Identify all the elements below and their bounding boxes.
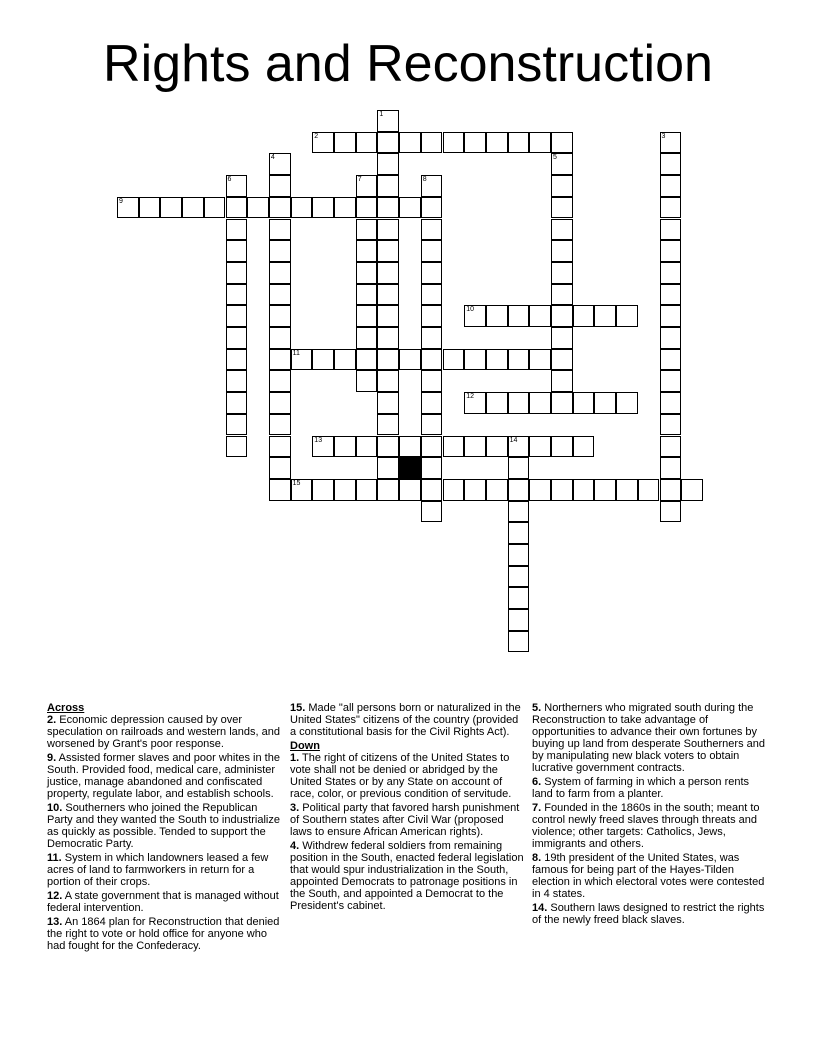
grid-cell[interactable] — [226, 219, 248, 241]
grid-cell[interactable] — [269, 197, 291, 219]
grid-cell[interactable] — [226, 370, 248, 392]
grid-cell[interactable] — [377, 219, 399, 241]
grid-cell[interactable] — [508, 392, 530, 414]
grid-cell[interactable] — [421, 501, 443, 523]
grid-cell[interactable] — [226, 392, 248, 414]
grid-cell[interactable] — [421, 219, 443, 241]
grid-cell[interactable] — [421, 197, 443, 219]
grid-cell[interactable] — [377, 153, 399, 175]
clue-item — [47, 802, 285, 850]
grid-cell[interactable] — [660, 370, 682, 392]
grid-cell[interactable] — [660, 153, 682, 175]
clue-number: 12 — [466, 393, 474, 401]
grid-cell[interactable] — [464, 305, 486, 327]
grid-cell[interactable] — [377, 284, 399, 306]
clue-item — [532, 852, 768, 900]
grid-cell[interactable] — [660, 327, 682, 349]
clue-number: 13 — [314, 436, 323, 444]
clue-text: Northerners who migrated south during the Reconstruction to take advantage of opportunities to advance their own fortunes by buying up land from desperate Southerners and by manipulating new black voters to obtain lucrative government contracts. — [532, 702, 765, 774]
grid-cell[interactable] — [594, 479, 616, 501]
grid-cell[interactable] — [443, 349, 465, 371]
clue-number-label: 3. — [290, 802, 300, 814]
grid-cell[interactable] — [356, 262, 378, 284]
grid-cell[interactable] — [377, 436, 399, 458]
grid-cell[interactable] — [226, 414, 248, 436]
grid-cell[interactable] — [334, 479, 356, 501]
page-title: Rights and Reconstruction — [103, 35, 713, 93]
grid-cell[interactable] — [529, 392, 551, 414]
grid-cell[interactable] — [551, 240, 573, 262]
clue-text: 19th president of the United States, was famous for being part of the Hayes-Tilden election in which electoral votes were contested in 4 states. — [532, 852, 765, 900]
grid-cell[interactable] — [291, 197, 313, 219]
grid-cell[interactable] — [551, 349, 573, 371]
grid-cell[interactable] — [377, 262, 399, 284]
clue-item — [532, 802, 768, 850]
clue-number-label: 1. — [290, 752, 300, 764]
clue-number-label: 6. — [532, 776, 542, 788]
grid-cell[interactable] — [421, 132, 443, 154]
grid-cell[interactable] — [551, 327, 573, 349]
grid-cell[interactable] — [356, 479, 378, 501]
grid-cell[interactable] — [594, 392, 616, 414]
grid-cell[interactable] — [573, 436, 595, 458]
grid-cell[interactable] — [312, 479, 334, 501]
grid-cell[interactable] — [356, 197, 378, 219]
grid-cell[interactable] — [399, 349, 421, 371]
grid-cell[interactable] — [226, 197, 248, 219]
clue-item — [532, 902, 768, 926]
grid-cell[interactable] — [660, 175, 682, 197]
clue-number: 10 — [466, 306, 474, 314]
grid-cell[interactable] — [421, 262, 443, 284]
grid-cell[interactable] — [377, 327, 399, 349]
clue-number: 2 — [314, 132, 319, 140]
clue-number: 6 — [227, 176, 232, 184]
grid-cell[interactable] — [421, 479, 443, 501]
grid-cell[interactable] — [269, 175, 291, 197]
grid-cell[interactable] — [508, 609, 530, 631]
grid-cell[interactable] — [269, 219, 291, 241]
grid-cell[interactable] — [377, 392, 399, 414]
grid-cell[interactable] — [660, 457, 682, 479]
clue-text: An 1864 plan for Reconstruction that denied the right to vote or hold office for anyone who had fought for the Confederacy. — [47, 916, 280, 952]
grid-cell[interactable] — [226, 284, 248, 306]
grid-cell[interactable] — [508, 501, 530, 523]
clue-section-heading: Across — [47, 702, 85, 714]
grid-cell[interactable] — [464, 392, 486, 414]
clue-text: Assisted former slaves and poor whites in the South. Provided food, medical care, administer justice, manage abandoned and confiscated property, regulate labor, and establish schools. — [47, 752, 280, 800]
clue-number-label: 12. — [47, 890, 63, 902]
clue-item — [47, 752, 285, 800]
clue-item — [47, 916, 285, 952]
grid-cell[interactable] — [660, 284, 682, 306]
clue-number-label: 7. — [532, 802, 542, 814]
grid-cell[interactable] — [377, 305, 399, 327]
clue-item — [47, 890, 285, 914]
grid-cell[interactable] — [399, 132, 421, 154]
clue-text: Economic depression caused by over speculation on railroads and western lands, and worsened by Grant's poor response. — [47, 714, 280, 750]
clue-number-label: 4. — [290, 840, 300, 852]
grid-cell[interactable] — [312, 132, 334, 154]
grid-cell[interactable] — [616, 479, 638, 501]
grid-cell[interactable] — [616, 392, 638, 414]
grid-cell[interactable] — [269, 153, 291, 175]
grid-cell[interactable] — [421, 436, 443, 458]
grid-cell[interactable] — [312, 436, 334, 458]
grid-cell[interactable] — [399, 197, 421, 219]
grid-cell[interactable] — [269, 479, 291, 501]
grid-cell[interactable] — [660, 501, 682, 523]
clue-text: System in which landowners leased a few acres of land to farmworkers in return for a portion of their crops. — [47, 852, 269, 888]
grid-cell[interactable] — [508, 631, 530, 653]
grid-cell[interactable] — [443, 132, 465, 154]
clue-number: 8 — [422, 176, 427, 184]
grid-cell[interactable] — [312, 197, 334, 219]
clue-number-label: 5. — [532, 702, 542, 714]
grid-cell[interactable] — [226, 327, 248, 349]
grid-cell[interactable] — [421, 370, 443, 392]
grid-cell[interactable] — [486, 132, 508, 154]
grid-cell[interactable] — [269, 262, 291, 284]
grid-cell[interactable] — [356, 436, 378, 458]
clue-text: Made "all persons born or naturalized in the United States" citizens of the country (provided a constitutional basis for the Civil Rights Act). — [290, 702, 521, 738]
grid-cell[interactable] — [356, 175, 378, 197]
grid-cell[interactable] — [486, 479, 508, 501]
grid-cell[interactable] — [334, 349, 356, 371]
grid-cell[interactable] — [551, 175, 573, 197]
grid-cell[interactable] — [312, 349, 334, 371]
clue-number: 7 — [357, 176, 362, 184]
clue-number: 4 — [270, 154, 275, 162]
grid-cell[interactable] — [551, 132, 573, 154]
clue-item — [290, 702, 526, 738]
grid-cell[interactable] — [573, 392, 595, 414]
grid-cell[interactable] — [638, 479, 660, 501]
clues-column-3 — [532, 702, 768, 928]
clue-number-label: 13. — [47, 916, 63, 928]
clue-number-label: 14. — [532, 902, 548, 914]
grid-cell[interactable] — [226, 305, 248, 327]
grid-cell[interactable] — [660, 436, 682, 458]
grid-cell[interactable] — [421, 305, 443, 327]
grid-cell[interactable] — [377, 457, 399, 479]
grid-cell[interactable] — [421, 175, 443, 197]
clue-text: A state government that is managed without federal intervention. — [47, 890, 279, 914]
grid-cell[interactable] — [529, 132, 551, 154]
grid-cell[interactable] — [269, 327, 291, 349]
clue-section-heading: Down — [290, 740, 320, 752]
grid-cell[interactable] — [594, 305, 616, 327]
grid-cell[interactable] — [508, 436, 530, 458]
grid-cell[interactable] — [117, 197, 139, 219]
grid-cell[interactable] — [269, 370, 291, 392]
grid-cell[interactable] — [551, 197, 573, 219]
grid-cell[interactable] — [508, 522, 530, 544]
grid-cell[interactable] — [660, 197, 682, 219]
clue-number-label: 11. — [47, 852, 62, 864]
clue-number-label: 8. — [532, 852, 542, 864]
grid-cell[interactable] — [660, 479, 682, 501]
grid-cell[interactable] — [529, 479, 551, 501]
grid-cell[interactable] — [226, 175, 248, 197]
grid-cell[interactable] — [660, 414, 682, 436]
clue-text: Founded in the 1860s in the south; meant to control newly freed slaves through threats and violence; other targets: Catholics, Jews, immigrants and others. — [532, 802, 760, 850]
grid-cell[interactable] — [529, 305, 551, 327]
clue-number-label: 10. — [47, 802, 63, 814]
clue-number: 5 — [553, 154, 557, 162]
clues-column-2 — [290, 702, 526, 914]
grid-cell[interactable] — [508, 457, 530, 479]
clue-item — [290, 840, 526, 912]
grid-cell[interactable] — [551, 262, 573, 284]
clue-text: Political party that favored harsh punishment of Southern states after Civil War (proposed laws to ensure African American rights). — [290, 802, 520, 838]
grid-cell[interactable] — [443, 436, 465, 458]
clue-text: Southern laws designed to restrict the rights of the newly freed black slaves. — [532, 902, 765, 926]
grid-cell[interactable] — [399, 436, 421, 458]
grid-cell[interactable] — [421, 414, 443, 436]
grid-cell[interactable] — [421, 240, 443, 262]
grid-cell[interactable] — [334, 436, 356, 458]
grid-cell[interactable] — [421, 327, 443, 349]
clue-text: The right of citizens of the United States to vote shall not be denied or abridged by the United States or by any State on account of race, color, or previous condition of servitude. — [290, 752, 512, 800]
grid-cell[interactable] — [291, 349, 313, 371]
clue-number: 15 — [292, 479, 301, 487]
grid-cell[interactable] — [204, 197, 226, 219]
grid-cell[interactable] — [377, 197, 399, 219]
grid-cell[interactable] — [421, 392, 443, 414]
grid-cell[interactable] — [508, 544, 530, 566]
grid-cell[interactable] — [356, 327, 378, 349]
grid-cell[interactable] — [551, 370, 573, 392]
grid-cell[interactable] — [464, 436, 486, 458]
grid-cell[interactable] — [226, 240, 248, 262]
grid-cell[interactable] — [269, 305, 291, 327]
grid-cell[interactable] — [269, 392, 291, 414]
grid-cell[interactable] — [464, 479, 486, 501]
grid-cell[interactable] — [551, 392, 573, 414]
grid-cell[interactable] — [139, 197, 161, 219]
grid-cell[interactable] — [573, 305, 595, 327]
grid-cell[interactable] — [377, 370, 399, 392]
grid-cell[interactable] — [356, 284, 378, 306]
clue-item — [532, 776, 768, 800]
grid-cell[interactable] — [226, 349, 248, 371]
grid-cell[interactable] — [464, 349, 486, 371]
grid-cell[interactable] — [269, 284, 291, 306]
grid-cell[interactable] — [421, 284, 443, 306]
grid-cell[interactable] — [464, 132, 486, 154]
grid-cell[interactable] — [160, 197, 182, 219]
grid-cell[interactable] — [551, 305, 573, 327]
clue-number: 11 — [292, 349, 300, 357]
grid-cell[interactable] — [486, 436, 508, 458]
grid-cell[interactable] — [616, 305, 638, 327]
grid-cell[interactable] — [551, 219, 573, 241]
grid-cell[interactable] — [681, 479, 703, 501]
grid-cell[interactable] — [226, 436, 248, 458]
clue-item — [290, 752, 526, 800]
grid-cell[interactable] — [551, 479, 573, 501]
grid-cell[interactable] — [356, 219, 378, 241]
grid-cell[interactable] — [660, 132, 682, 154]
grid-cell[interactable] — [377, 132, 399, 154]
clue-text: System of farming in which a person rents land to farm from a planter. — [532, 776, 750, 800]
clue-item — [47, 714, 285, 750]
clue-number: 9 — [119, 197, 123, 205]
clue-item — [532, 702, 768, 774]
grid-cell[interactable] — [421, 457, 443, 479]
grid-cell[interactable] — [356, 132, 378, 154]
grid-cell[interactable] — [551, 284, 573, 306]
grid-cell[interactable] — [660, 349, 682, 371]
grid-cell[interactable] — [573, 479, 595, 501]
clue-text: Withdrew federal soldiers from remaining position in the South, enacted federal legislation that would spur industrialization in the South, appointed Democrats to patronage positions in the South, and appointed a Democrat to the President's cabinet. — [290, 840, 524, 912]
grid-cell[interactable] — [356, 370, 378, 392]
grid-cell[interactable] — [443, 479, 465, 501]
clue-item — [47, 852, 285, 888]
clue-text: Southerners who joined the Republican Party and they wanted the South to industrialize as quickly as possible. Tended to support the Democratic Party. — [47, 802, 280, 850]
clue-number-label: 2. — [47, 714, 57, 726]
grid-cell[interactable] — [660, 262, 682, 284]
grid-cell[interactable] — [356, 240, 378, 262]
grid-cell[interactable] — [660, 240, 682, 262]
grid-cell[interactable] — [660, 392, 682, 414]
grid-cell[interactable] — [334, 197, 356, 219]
grid-cell[interactable] — [356, 305, 378, 327]
grid-cell[interactable] — [291, 479, 313, 501]
grid-cell[interactable] — [247, 197, 269, 219]
grid-cell[interactable] — [377, 175, 399, 197]
grid-cell[interactable] — [269, 240, 291, 262]
grid-cell[interactable] — [269, 436, 291, 458]
grid-cell[interactable] — [226, 262, 248, 284]
grid-cell[interactable] — [551, 436, 573, 458]
grid-cell[interactable] — [269, 457, 291, 479]
clue-number-label: 15. — [290, 702, 306, 714]
clues-column-1 — [47, 702, 285, 954]
grid-cell[interactable] — [377, 240, 399, 262]
grid-cell[interactable] — [182, 197, 204, 219]
grid-cell[interactable] — [508, 587, 530, 609]
grid-cell[interactable] — [356, 349, 378, 371]
grid-cell[interactable] — [377, 479, 399, 501]
grid-cell[interactable] — [269, 349, 291, 371]
grid-cell[interactable] — [421, 349, 443, 371]
grid-cell[interactable] — [508, 305, 530, 327]
grid-cell[interactable] — [508, 566, 530, 588]
grid-cell[interactable] — [660, 305, 682, 327]
grid-cell[interactable] — [660, 219, 682, 241]
grid-cell[interactable] — [377, 414, 399, 436]
black-cell — [399, 457, 421, 479]
grid-cell[interactable] — [529, 436, 551, 458]
grid-cell[interactable] — [486, 349, 508, 371]
clue-number: 14 — [509, 436, 518, 444]
grid-cell[interactable] — [334, 132, 356, 154]
grid-cell[interactable] — [399, 479, 421, 501]
clue-number-label: 9. — [47, 752, 57, 764]
grid-cell[interactable] — [508, 479, 530, 501]
grid-cell[interactable] — [269, 414, 291, 436]
clue-number: 1 — [379, 111, 384, 118]
grid-cell[interactable] — [551, 153, 573, 175]
grid-cell[interactable] — [508, 349, 530, 371]
clue-number: 3 — [661, 132, 666, 140]
grid-cell[interactable] — [377, 110, 399, 132]
grid-cell[interactable] — [486, 305, 508, 327]
grid-cell[interactable] — [377, 349, 399, 371]
grid-cell[interactable] — [529, 349, 551, 371]
grid-cell[interactable] — [486, 392, 508, 414]
grid-cell[interactable] — [508, 132, 530, 154]
clue-item — [290, 802, 526, 838]
